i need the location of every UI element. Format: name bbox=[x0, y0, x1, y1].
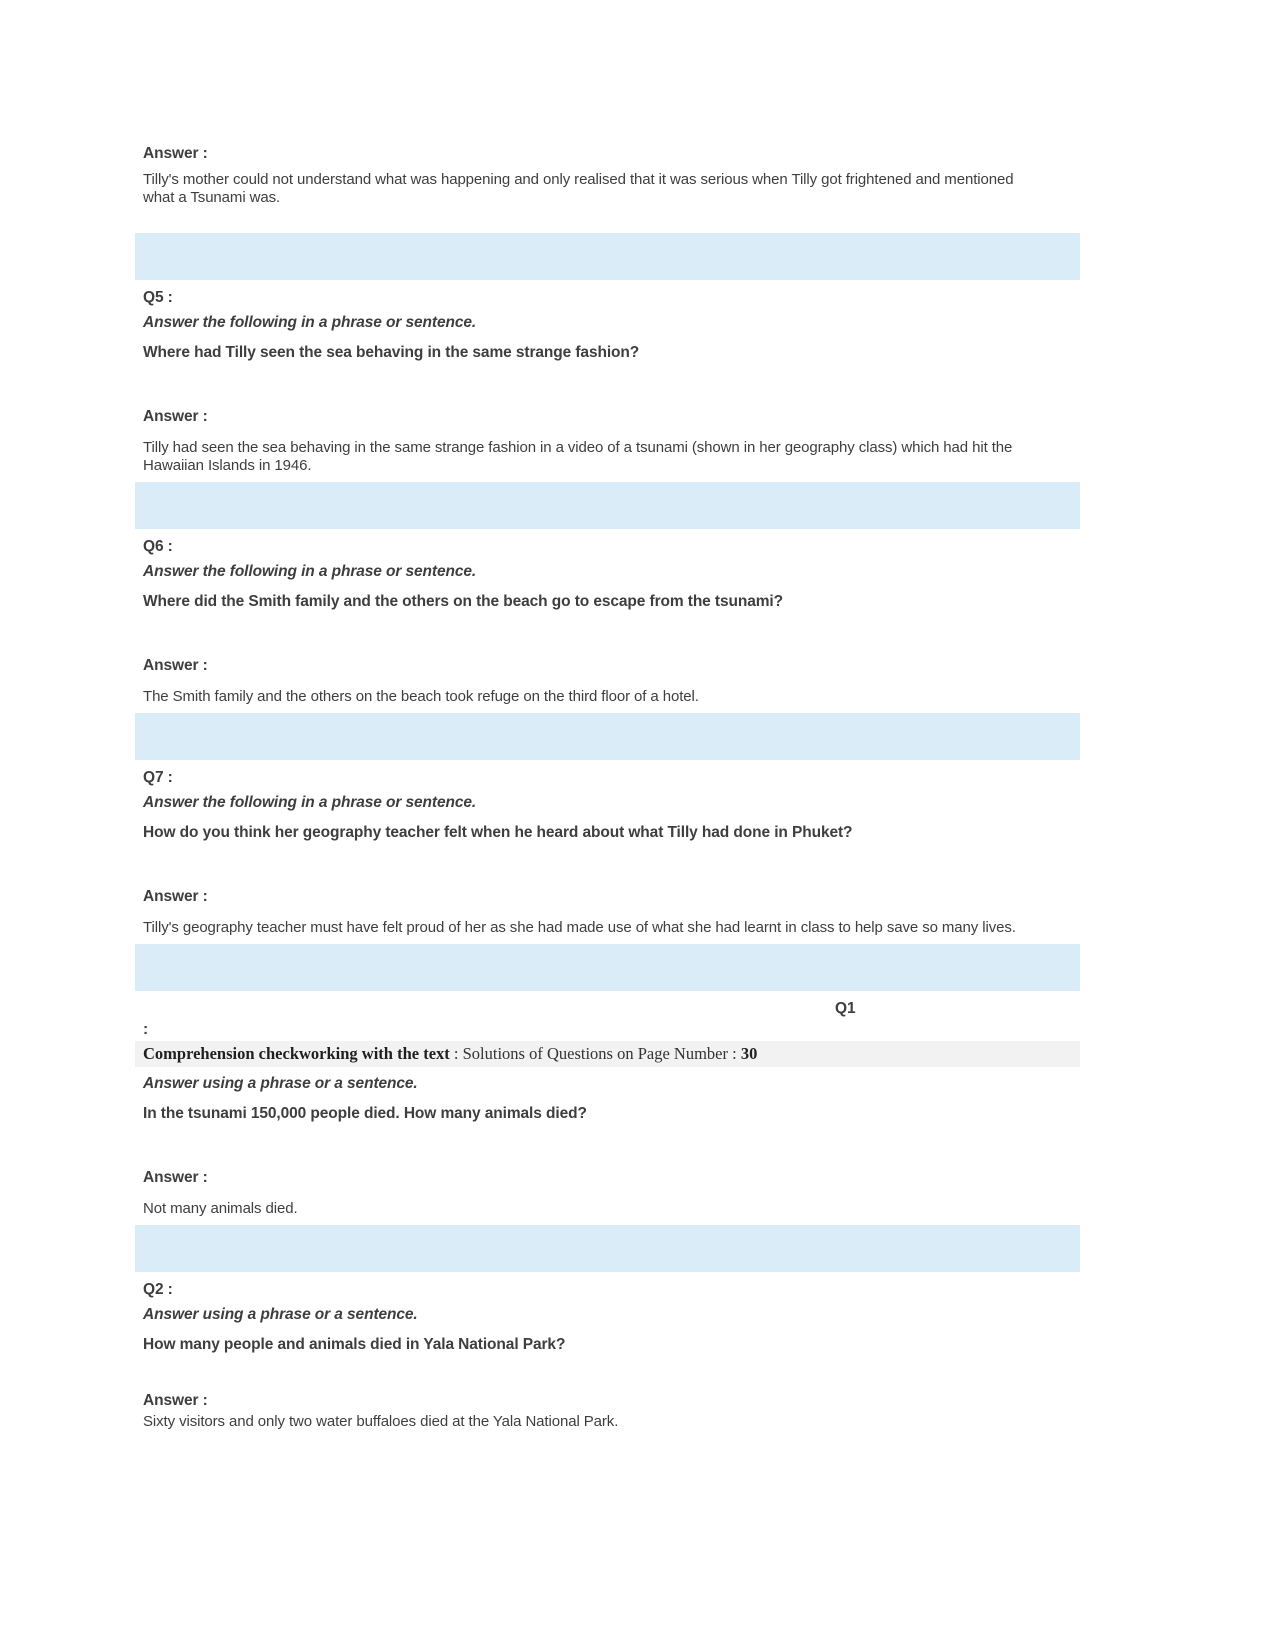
question-text: How many people and animals died in Yala National Park? bbox=[143, 1336, 566, 1353]
question-label-colon: : bbox=[143, 1021, 149, 1038]
answer-label: Answer : bbox=[143, 888, 208, 905]
answer-label: Answer : bbox=[143, 145, 208, 162]
comprehension-header-page-number: 30 bbox=[740, 1044, 758, 1063]
comprehension-header-subtitle: : Solutions of Questions on Page Number : bbox=[449, 1044, 741, 1063]
document-content bbox=[135, 0, 1080, 1431]
answer-label: Answer : bbox=[143, 1392, 208, 1409]
answer-label: Answer : bbox=[143, 657, 208, 674]
question-label-q7: Q7 : bbox=[143, 769, 173, 786]
question-text: Where had Tilly seen the sea behaving in the same strange fashion? bbox=[143, 344, 640, 361]
answer-text: Tilly's geography teacher must have felt proud of her as she had made use of what she had learnt in class to help save so many lives. bbox=[143, 919, 1016, 936]
question-text: In the tsunami 150,000 people died. How many animals died? bbox=[143, 1105, 587, 1122]
highlight-band bbox=[135, 233, 1080, 280]
highlight-band bbox=[135, 1225, 1080, 1272]
comprehension-header-title: Comprehension checkworking with the text bbox=[143, 1044, 450, 1063]
instruction-text: Answer using a phrase or a sentence. bbox=[143, 1075, 418, 1092]
question-text: How do you think her geography teacher felt when he heard about what Tilly had done in Phuket? bbox=[143, 824, 853, 841]
instruction-text: Answer using a phrase or a sentence. bbox=[143, 1306, 418, 1323]
answer-text: The Smith family and the others on the beach took refuge on the third floor of a hotel. bbox=[143, 688, 699, 705]
question-label-q6: Q6 : bbox=[143, 538, 173, 555]
answer-text: Tilly's mother could not understand what was happening and only realised that it was serious when Tilly got frightened and mentioned what a Tsunami was. bbox=[143, 171, 1014, 206]
instruction-text: Answer the following in a phrase or sentence. bbox=[143, 563, 477, 580]
answer-text: Sixty visitors and only two water buffaloes died at the Yala National Park. bbox=[143, 1413, 619, 1430]
answer-label: Answer : bbox=[143, 408, 208, 425]
question-label-q5: Q5 : bbox=[143, 289, 173, 306]
instruction-text: Answer the following in a phrase or sentence. bbox=[143, 794, 477, 811]
answer-text: Not many animals died. bbox=[143, 1200, 298, 1217]
question-text: Where did the Smith family and the others on the beach go to escape from the tsunami? bbox=[143, 593, 784, 610]
highlight-band bbox=[135, 713, 1080, 760]
question-label-q1: Q1 bbox=[835, 1000, 856, 1017]
highlight-band bbox=[135, 944, 1080, 991]
instruction-text: Answer the following in a phrase or sentence. bbox=[143, 314, 477, 331]
question-label-q2: Q2 : bbox=[143, 1281, 173, 1298]
highlight-band bbox=[135, 482, 1080, 529]
comprehension-header bbox=[135, 1041, 1080, 1067]
answer-label: Answer : bbox=[143, 1169, 208, 1186]
answer-text: Tilly had seen the sea behaving in the same strange fashion in a video of a tsunami (shown in her geography class) which had hit the Hawaiian Islands in 1946. bbox=[143, 439, 1013, 474]
